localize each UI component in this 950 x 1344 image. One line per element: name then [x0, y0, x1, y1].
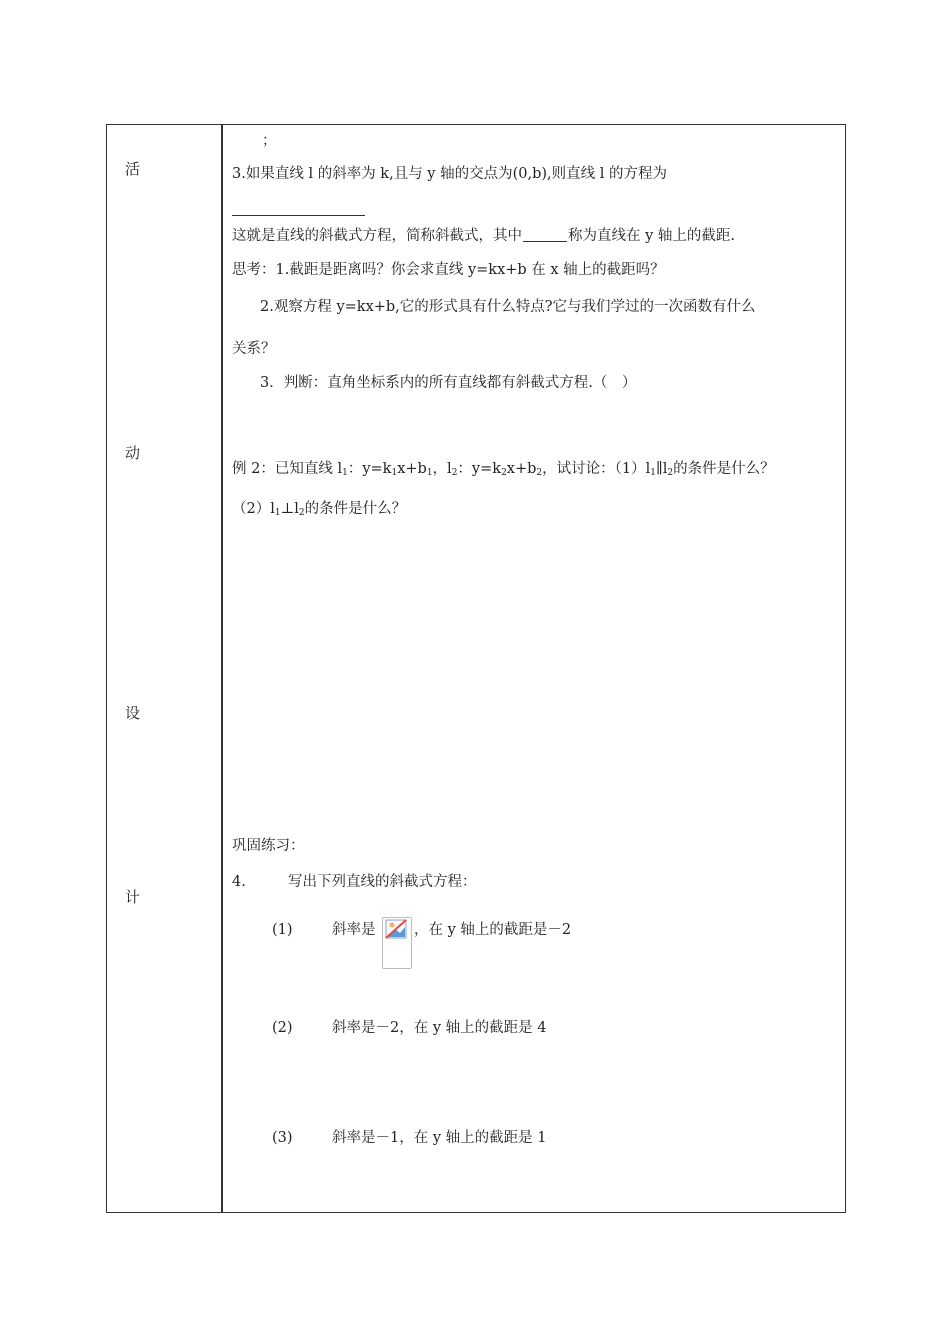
question-4-text: 写出下列直线的斜截式方程： [288, 874, 477, 890]
practice-1-text-a: 斜率是 [332, 922, 376, 938]
broken-image-icon [384, 919, 410, 941]
ex2-sub: 2 [667, 468, 674, 478]
practice-1-text-b: ，在 y 轴上的截距是－2 [414, 922, 572, 938]
practice-2-text: 斜率是－2，在 y 轴上的截距是 4 [332, 1020, 547, 1036]
practice-1-number: (1) [272, 922, 293, 938]
ex2-ask-end: 的条件是什么？ [673, 461, 775, 477]
think-2-cont: 关系？ [232, 341, 276, 357]
ex2-sub: 1 [650, 468, 656, 478]
example-2-q2 [232, 502, 406, 517]
ex2-eq2b: x+b [506, 461, 537, 477]
column-divider [221, 125, 223, 1212]
think-1: 思考：1.截距是距离吗？你会求直线 y=kx+b 在 x 轴上的截距吗？ [232, 262, 665, 278]
ex2-sub: 2 [536, 468, 543, 478]
ex2-sep: ，l [432, 461, 452, 477]
ex2-sub: 2 [298, 508, 305, 518]
ex2-q2-lead: （2）l [232, 501, 275, 517]
ex2-sub: 1 [274, 508, 281, 518]
side-label-ji: 计 [125, 888, 141, 906]
ex2-ask: ，试讨论：（1）l [542, 461, 651, 477]
practice-3-text: 斜率是－1，在 y 轴上的截距是 1 [332, 1130, 547, 1146]
semicolon: ； [262, 133, 277, 149]
side-label-she: 设 [125, 704, 141, 722]
ex2-q2-end: 的条件是什么？ [304, 501, 407, 517]
ex2-perp: ⊥l [280, 501, 299, 517]
ex2-parallel: ∥l [656, 461, 668, 477]
answer-blank [232, 215, 365, 216]
question-4-number: 4. [232, 874, 246, 890]
ex2-sub: 2 [501, 468, 507, 478]
ex2-lead: 例 2：已知直线 l [232, 461, 343, 477]
ex2-sub: 1 [426, 468, 433, 478]
think-2: 2.观察方程 y=kx+b,它的形式具有什么特点?它与我们学过的一次函数有什么 [260, 299, 756, 315]
practice-title: 巩固练习： [232, 838, 305, 854]
practice-2-number: (2) [272, 1020, 293, 1036]
ex2-sub: 1 [391, 468, 398, 478]
example-2 [232, 462, 775, 477]
ex2-eq1a: ：y=k [347, 461, 392, 477]
side-label-huo: 活 [125, 160, 141, 178]
practice-3-number: (3) [272, 1130, 293, 1146]
lesson-table [106, 124, 846, 1213]
ex2-eq2a: ：y=k [457, 461, 502, 477]
ex2-sub: 1 [342, 468, 348, 478]
think-3: 3．判断：直角坐标系内的所有直线都有斜截式方程.（ ） [260, 375, 637, 391]
ex2-eq1b: x+b [397, 461, 427, 477]
side-label-dong: 动 [125, 444, 141, 462]
ex2-sub: 2 [451, 468, 458, 478]
definition-line [232, 229, 735, 244]
definition-text-a: 这就是直线的斜截式方程，简称斜截式，其中 [232, 228, 522, 244]
definition-text-b: 称为直线在 y 轴上的截距. [568, 228, 736, 244]
slope-image-placeholder [382, 917, 412, 969]
question-3: 3.如果直线 l 的斜率为 k,且与 y 轴的交点为(0,b),则直线 l 的方程为 [232, 166, 667, 182]
intercept-blank [523, 241, 567, 242]
